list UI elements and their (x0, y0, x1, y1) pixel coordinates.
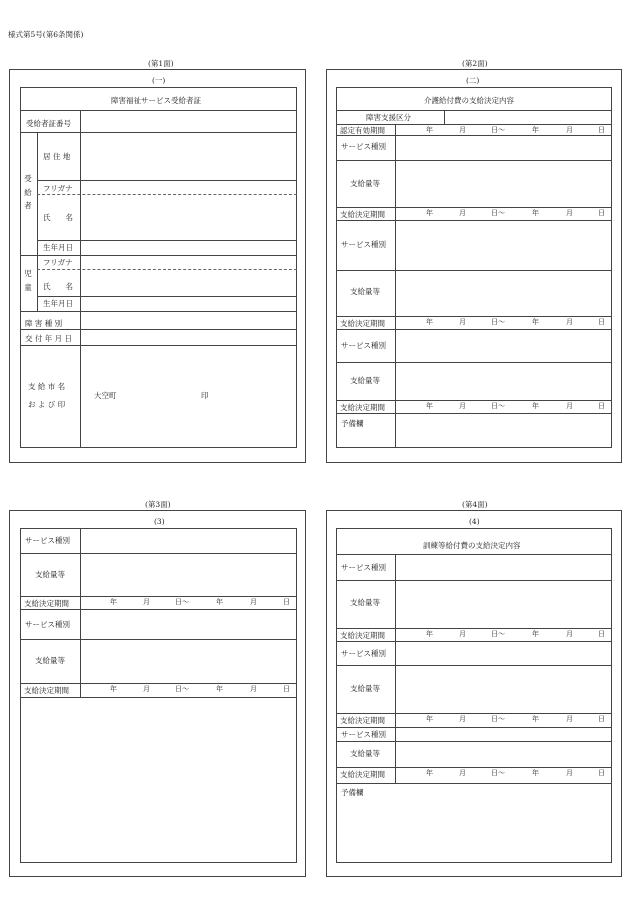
dp-month-to: 月 (566, 630, 573, 638)
service-type-label: サービス種別 (341, 730, 386, 739)
amount-label: 支給量等 (350, 179, 380, 188)
dp-day-from: 日～ (175, 685, 189, 693)
cert-period-month-to: 月 (566, 126, 573, 134)
service-type-label: サービス種別 (341, 142, 386, 151)
child-furigana-label: フリガナ (43, 258, 73, 267)
page4-card (336, 528, 612, 863)
cert-period-year-to: 年 (532, 126, 539, 134)
dp-year-to: 年 (532, 715, 539, 723)
service-type-label: サービス種別 (341, 341, 386, 350)
cert-period-day-from: 日～ (491, 126, 505, 134)
dp-day-to: 日 (283, 598, 290, 606)
cert-period-year: 年 (426, 126, 433, 134)
page1-card-title: 障害福祉サービス受給者証 (111, 96, 201, 105)
child-birthdate-label: 生年月日 (43, 299, 73, 308)
dp-month: 月 (459, 402, 466, 410)
municipality-label-2: お よ び 印 (28, 400, 66, 409)
dp-month: 月 (459, 715, 466, 723)
dp-month: 月 (459, 209, 466, 217)
dp-day-to: 日 (598, 318, 605, 326)
page2-section: (二) (466, 76, 480, 85)
dp-year: 年 (110, 598, 117, 606)
dp-month: 月 (459, 769, 466, 777)
dp-day-from: 日～ (491, 769, 505, 777)
page2-title: (第2面) (462, 59, 488, 68)
support-category-label: 障害支援区分 (366, 113, 411, 122)
page3-title: (第3面) (145, 500, 171, 509)
dp-year-to: 年 (532, 209, 539, 217)
decision-period-label: 支給決定期間 (340, 403, 385, 412)
child-name-label: 氏 名 (43, 282, 73, 291)
dp-year: 年 (426, 769, 433, 777)
service-type-label: サービス種別 (341, 563, 386, 572)
cert-period-label: 認定有効期間 (340, 126, 385, 135)
decision-period-label: 支給決定期間 (340, 770, 385, 779)
dp-day-to: 日 (598, 402, 605, 410)
recipient-number-label: 受給者証番号 (26, 119, 71, 128)
dp-year: 年 (426, 630, 433, 638)
cert-period-month: 月 (459, 126, 466, 134)
dp-month: 月 (459, 318, 466, 326)
dp-day-from: 日～ (491, 715, 505, 723)
dp-month: 月 (143, 685, 150, 693)
dp-month: 月 (459, 630, 466, 638)
dp-year: 年 (110, 685, 117, 693)
service-type-label: サービス種別 (341, 649, 386, 658)
decision-period-label: 支給決定期間 (24, 686, 69, 695)
dp-day-to: 日 (598, 630, 605, 638)
dp-month: 月 (143, 598, 150, 606)
decision-period-label: 支給決定期間 (340, 210, 385, 219)
municipality-name: 大空町 (94, 391, 117, 400)
dp-year-to: 年 (216, 685, 223, 693)
amount-label: 支給量等 (350, 684, 380, 693)
dp-year: 年 (426, 402, 433, 410)
page1-title: (第1面) (148, 59, 174, 68)
dp-day-from: 日～ (491, 318, 505, 326)
page4-title: (第4面) (462, 500, 488, 509)
dp-month-to: 月 (566, 318, 573, 326)
decision-period-label: 支給決定期間 (340, 631, 385, 640)
page1-card (20, 87, 297, 448)
dp-month-to: 月 (566, 769, 573, 777)
dp-day-to: 日 (598, 715, 605, 723)
amount-label: 支給量等 (350, 749, 380, 758)
page4-section: (4) (469, 517, 480, 526)
service-type-label: サービス種別 (25, 536, 70, 545)
amount-label: 支給量等 (35, 570, 65, 579)
form-number: 様式第5号(第6条関係) (8, 30, 84, 39)
dp-day-from: 日～ (491, 630, 505, 638)
dp-day-to: 日 (598, 769, 605, 777)
dp-year: 年 (426, 715, 433, 723)
child-group-label: 児 童 (24, 269, 32, 292)
name-label: 氏 名 (43, 213, 73, 222)
address-label: 居 住 地 (43, 152, 71, 161)
page3-section: (3) (154, 517, 165, 526)
seal-mark: 印 (201, 391, 209, 400)
dp-day-from: 日～ (491, 402, 505, 410)
dp-year-to: 年 (532, 402, 539, 410)
amount-label: 支給量等 (350, 287, 380, 296)
dp-day-to: 日 (283, 685, 290, 693)
dp-year-to: 年 (532, 769, 539, 777)
dp-year: 年 (426, 209, 433, 217)
amount-label: 支給量等 (35, 656, 65, 665)
notes-label: 予備欄 (341, 788, 364, 797)
dp-year-to: 年 (532, 630, 539, 638)
disability-type-label: 障 害 種 別 (25, 319, 63, 328)
dp-month-to: 月 (566, 715, 573, 723)
service-type-label: サービス種別 (341, 240, 386, 249)
dp-year-to: 年 (216, 598, 223, 606)
dp-month-to: 月 (566, 209, 573, 217)
decision-period-label: 支給決定期間 (340, 716, 385, 725)
dp-day-from: 日～ (175, 598, 189, 606)
service-type-label: サービス種別 (25, 620, 70, 629)
page2-card-title: 介護給付費の支給決定内容 (424, 96, 514, 105)
decision-period-label: 支給決定期間 (24, 599, 69, 608)
amount-label: 支給量等 (350, 376, 380, 385)
dp-year: 年 (426, 318, 433, 326)
birthdate-label: 生年月日 (43, 243, 73, 252)
dp-day-to: 日 (598, 209, 605, 217)
dp-month-to: 月 (250, 685, 257, 693)
cert-period-day-to: 日 (598, 126, 605, 134)
decision-period-label: 支給決定期間 (340, 319, 385, 328)
dp-month-to: 月 (566, 402, 573, 410)
recipient-group-label: 受 給 者 (24, 174, 32, 210)
page4-card-title: 訓練等給付費の支給決定内容 (423, 541, 521, 550)
issue-date-label: 交 付 年 月 日 (25, 334, 73, 343)
notes-label: 予備欄 (341, 419, 364, 428)
dp-month-to: 月 (250, 598, 257, 606)
dp-day-from: 日～ (491, 209, 505, 217)
page1-section: (一) (152, 76, 166, 85)
amount-label: 支給量等 (350, 598, 380, 607)
municipality-label-1: 支 給 市 名 (28, 382, 66, 391)
furigana-label: フリガナ (43, 184, 73, 193)
dp-year-to: 年 (532, 318, 539, 326)
